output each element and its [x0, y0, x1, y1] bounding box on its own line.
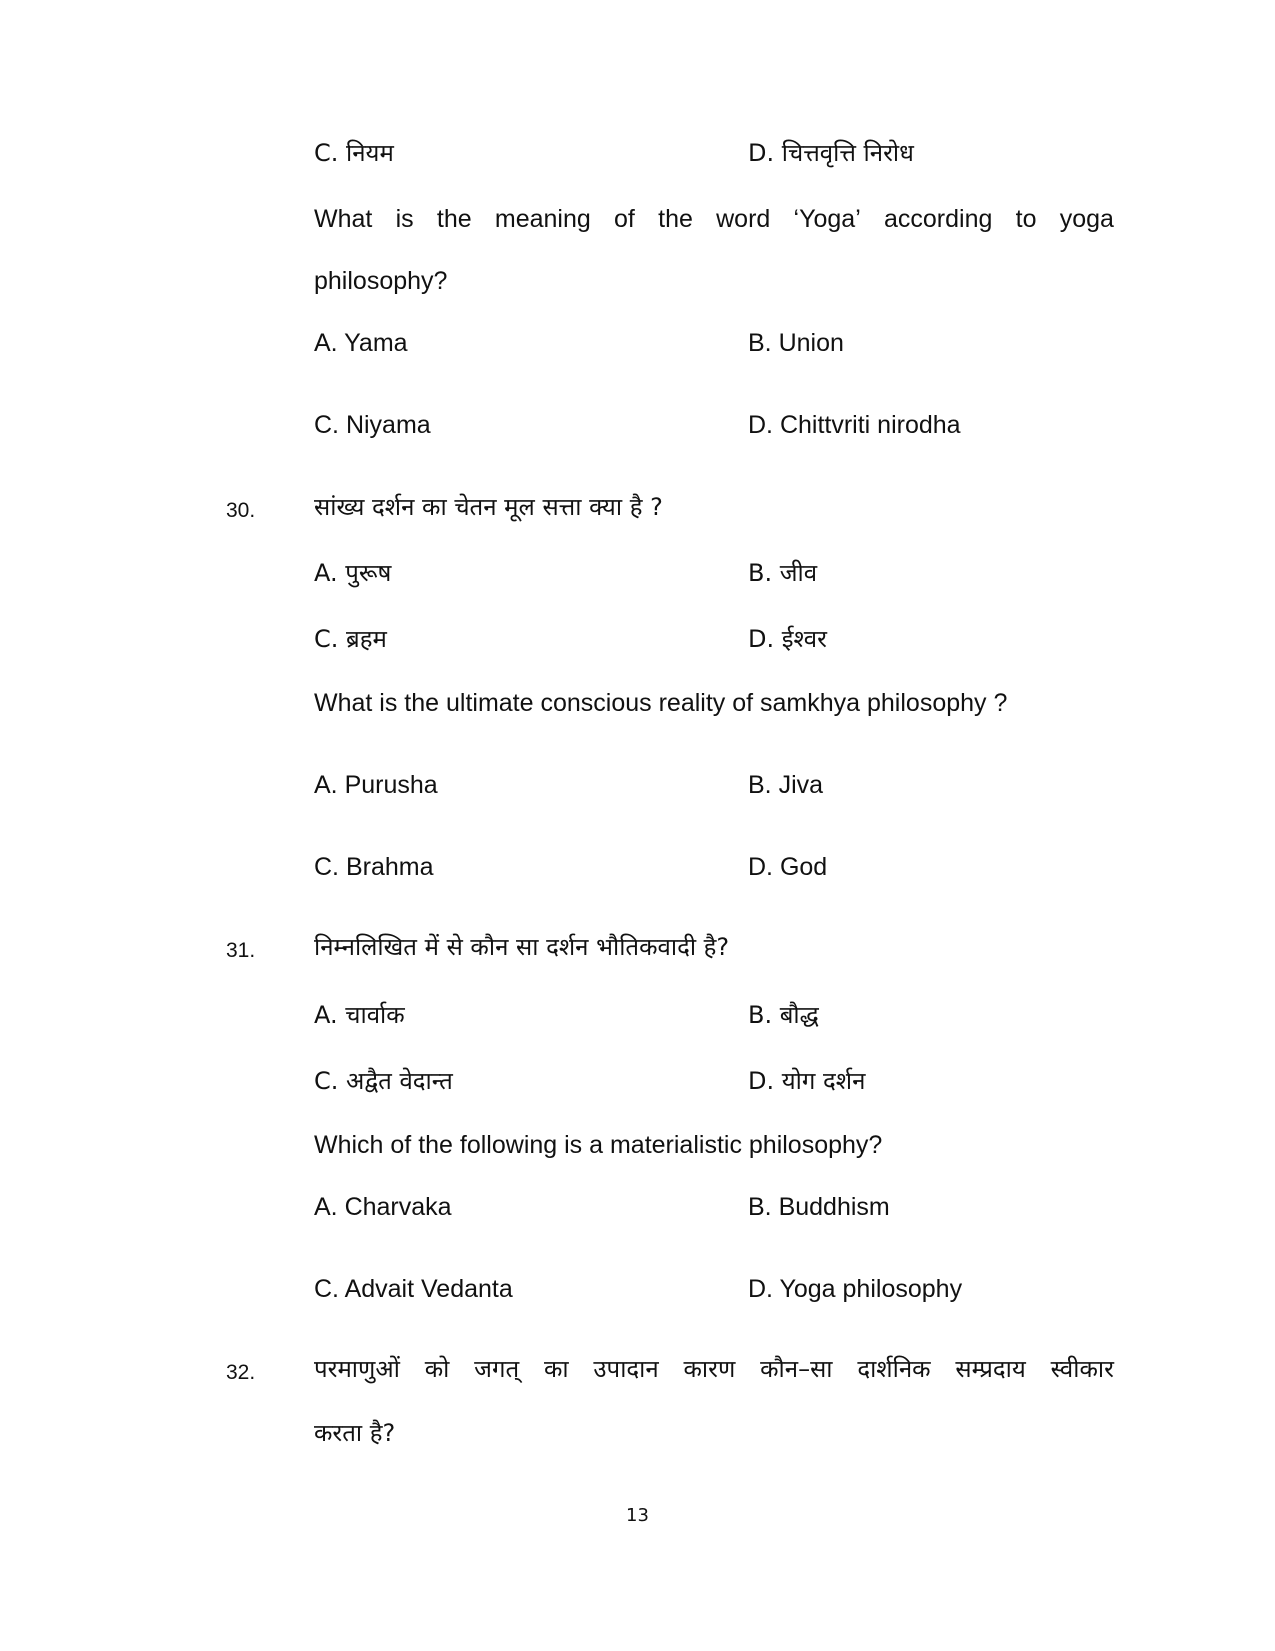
word: the: [658, 205, 693, 233]
option-d-hindi: D. योग दर्शन: [748, 1067, 866, 1095]
question-number: 32.: [226, 1361, 256, 1384]
option-c-english: C. Niyama: [314, 411, 431, 439]
option-c-english: C. Advait Vedanta: [314, 1275, 513, 1303]
word: of: [614, 205, 635, 233]
question-text-english-line2: philosophy?: [314, 267, 448, 295]
option-d-hindi: D. चित्तवृत्ति निरोध: [748, 139, 914, 167]
option-a-hindi: A. पुरूष: [314, 559, 392, 587]
word: is: [395, 205, 414, 233]
option-a-english: A. Yama: [314, 329, 408, 357]
question-text-english: Which of the following is a materialistic philosophy?: [314, 1131, 883, 1159]
option-c-hindi: C. ब्रहम: [314, 625, 387, 653]
word: उपादान: [593, 1355, 659, 1383]
option-b-english: B. Jiva: [748, 771, 824, 799]
option-a-english: A. Purusha: [314, 771, 438, 799]
word: to: [1015, 205, 1037, 233]
option-a-hindi: A. चार्वाक: [314, 1001, 405, 1029]
option-b-english: B. Buddhism: [748, 1193, 890, 1221]
option-d-hindi: D. ईश्वर: [748, 625, 827, 653]
question-text-hindi-line1: [314, 1354, 1114, 1384]
word: कौन–सा: [760, 1355, 833, 1383]
option-b-hindi: B. बौद्ध: [748, 1001, 819, 1029]
word: yoga: [1059, 205, 1114, 233]
option-c-hindi: C. नियम: [314, 139, 394, 167]
question-text-english: What is the ultimate conscious reality of samkhya philosophy ?: [314, 689, 1008, 717]
word: कारण: [683, 1355, 736, 1383]
word: जगत्: [474, 1355, 520, 1383]
question-text-hindi: सांख्य दर्शन का चेतन मूल सत्ता क्या है ?: [314, 493, 663, 521]
page-number: 13: [626, 1505, 649, 1526]
word: the: [436, 205, 472, 233]
word: word: [716, 205, 771, 233]
option-d-english: D. Yoga philosophy: [748, 1275, 963, 1303]
word: परमाणुओं: [314, 1355, 400, 1383]
option-c-english: C. Brahma: [314, 853, 434, 881]
word: दार्शनिक: [857, 1355, 931, 1383]
word: का: [543, 1355, 569, 1383]
question-text-hindi-line2: करता है?: [314, 1419, 396, 1447]
word: according: [883, 205, 993, 233]
option-d-english: D. God: [748, 853, 828, 881]
word: सम्प्रदाय: [955, 1355, 1026, 1383]
option-b-hindi: B. जीव: [748, 559, 818, 587]
option-d-english: D. Chittvriti nirodha: [748, 411, 961, 439]
word: स्वीकार: [1050, 1355, 1114, 1383]
word: को: [424, 1355, 450, 1383]
word: What: [314, 205, 373, 233]
question-number: 31.: [226, 939, 256, 962]
word: meaning: [494, 205, 591, 233]
word: ‘Yoga’: [793, 205, 861, 233]
question-text-english-line1: [314, 204, 1114, 234]
question-number: 30.: [226, 499, 256, 522]
option-a-english: A. Charvaka: [314, 1193, 452, 1221]
option-b-english: B. Union: [748, 329, 844, 357]
option-c-hindi: C. अद्वैत वेदान्त: [314, 1067, 453, 1095]
question-text-hindi: निम्नलिखित में से कौन सा दर्शन भौतिकवादी है?: [314, 933, 730, 961]
